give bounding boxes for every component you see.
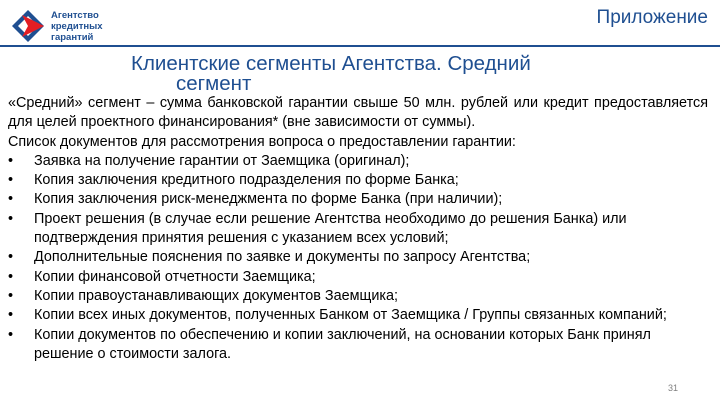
list-item: • Копии финансовой отчетности Заемщика; bbox=[8, 268, 708, 287]
documents-list-heading: Список документов для рассмотрения вопроса о предоставлении гарантии: bbox=[8, 133, 516, 150]
list-item: • Копии правоустанавливающих документов Заемщика; bbox=[8, 287, 708, 306]
page-number: 31 bbox=[667, 383, 678, 393]
list-item: • Копии документов по обеспечению и копии заключений, на основании которых Банк принял решение о стоимости залога. bbox=[8, 326, 708, 365]
slide-title-line-1: Клиентские сегменты Агентства. Средний bbox=[131, 52, 531, 75]
segment-definition: «Средний» сегмент – сумма банковской гарантии свыше 50 млн. рублей или кредит предоставляется для целей проектного финансирования* (вне зависимости от суммы). bbox=[8, 95, 708, 131]
header-divider bbox=[0, 45, 720, 47]
logo-text bbox=[51, 10, 103, 43]
list-item: • Копии всех иных документов, полученных Банком от Заемщика / Группы связанных компаний; bbox=[8, 306, 708, 325]
logo-mark-icon bbox=[10, 9, 46, 43]
list-item: • Заявка на получение гарантии от Заемщика (оригинал); bbox=[8, 152, 708, 171]
appendix-label: Приложение bbox=[596, 7, 708, 28]
list-item: • Дополнительные пояснения по заявке и документы по запросу Агентства; bbox=[8, 248, 708, 267]
slide-body bbox=[8, 94, 708, 364]
documents-list bbox=[8, 152, 708, 364]
logo-line-3: гарантий bbox=[51, 31, 94, 43]
list-item: • Копия заключения кредитного подразделения по форме Банка; bbox=[8, 171, 708, 190]
agency-logo bbox=[10, 6, 140, 46]
logo-line-1: Агентство bbox=[51, 9, 99, 21]
logo-line-2: кредитных bbox=[51, 20, 103, 32]
slide-title bbox=[131, 54, 671, 94]
list-item: • Проект решения (в случае если решение Агентства необходимо до решения Банка) или подтверждения принятия решения с указанием всех условий; bbox=[8, 210, 708, 249]
list-item: • Копия заключения риск-менеджмента по форме Банка (при наличии); bbox=[8, 190, 708, 209]
slide-title-line-2: сегмент bbox=[176, 72, 252, 95]
